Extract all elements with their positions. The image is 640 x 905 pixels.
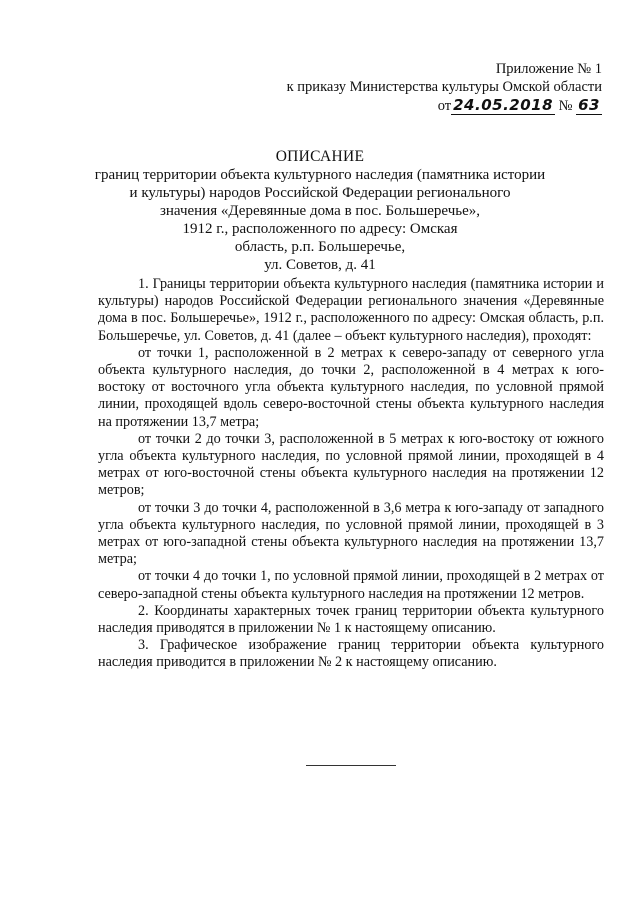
paragraph: от точки 1, расположенной в 2 метрах к северо-западу от северного угла объекта культурного наследия, до точки 2, расположенной в 4 метрах к юго-востоку от восточного угла объекта культурного наследия, по условной прямой линии, проходящей вдоль северо-восточной стены объекта культурного наследия на протяжении 13,7 метра;: [98, 344, 604, 430]
title-line: 1912 г., расположенного по адресу: Омская: [182, 221, 458, 237]
title-line: значения «Деревянные дома в пос. Большеречье»,: [159, 203, 481, 219]
appendix-label: Приложение № 1: [495, 61, 602, 77]
title-line: границ территории объекта культурного наследия (памятника истории: [94, 167, 546, 183]
end-divider: [306, 765, 396, 766]
order-reference: к приказу Министерства культуры Омской области: [286, 79, 602, 95]
paragraph: от точки 2 до точки 3, расположенной в 5 метрах к юго-востоку от южного угла объекта культурного наследия, по условной прямой линии, проходящей в 4 метрах от юго-восточной стены объекта культурного наследия на протяжении 12 метров;: [98, 430, 604, 499]
handwritten-number: 63: [578, 96, 600, 114]
paragraph: 2. Координаты характерных точек границ территории объекта культурного наследия приводятся в приложении № 1 к настоящему описанию.: [98, 602, 604, 637]
number-prefix: №: [558, 98, 573, 114]
title-line: область, р.п. Большеречье,: [234, 239, 406, 255]
paragraph: 3. Графическое изображение границ территории объекта культурного наследия приводится в приложении № 2 к настоящему описанию.: [98, 637, 604, 671]
title-line: и культуры) народов Российской Федерации регионального: [129, 185, 511, 201]
document-header: [287, 60, 602, 115]
document-body: [98, 276, 604, 672]
paragraph: 1. Границы территории объекта культурного наследия (памятника истории и культуры) народов Российской Федерации регионального значения «Деревянные дома в пос. Большеречье», 1912 г., расположенного по адресу: Омская область, р.п. Большеречье, ул. Советов, д. 41 (далее – объект культурного наследия), проходят:: [98, 276, 604, 344]
paragraph: от точки 4 до точки 1, по условной прямой линии, проходящей в 2 метрах от северо-западной стены объекта культурного наследия на протяжении 12 метров.: [98, 568, 604, 602]
date-prefix: от: [437, 98, 452, 114]
handwritten-date: 24.05.2018: [453, 96, 554, 114]
paragraph: от точки 3 до точки 4, расположенной в 3,6 метра к юго-западу от западного угла объекта культурного наследия, по условной прямой линии, проходящей в 3 метрах от юго-западной стены объекта культурного наследия на протяжении 13,7 метра;: [98, 499, 604, 568]
title-line: ул. Советов, д. 41: [264, 257, 376, 273]
title-heading: ОПИСАНИЕ: [275, 148, 365, 165]
order-date-number: [287, 96, 602, 115]
document-title: [0, 148, 640, 274]
